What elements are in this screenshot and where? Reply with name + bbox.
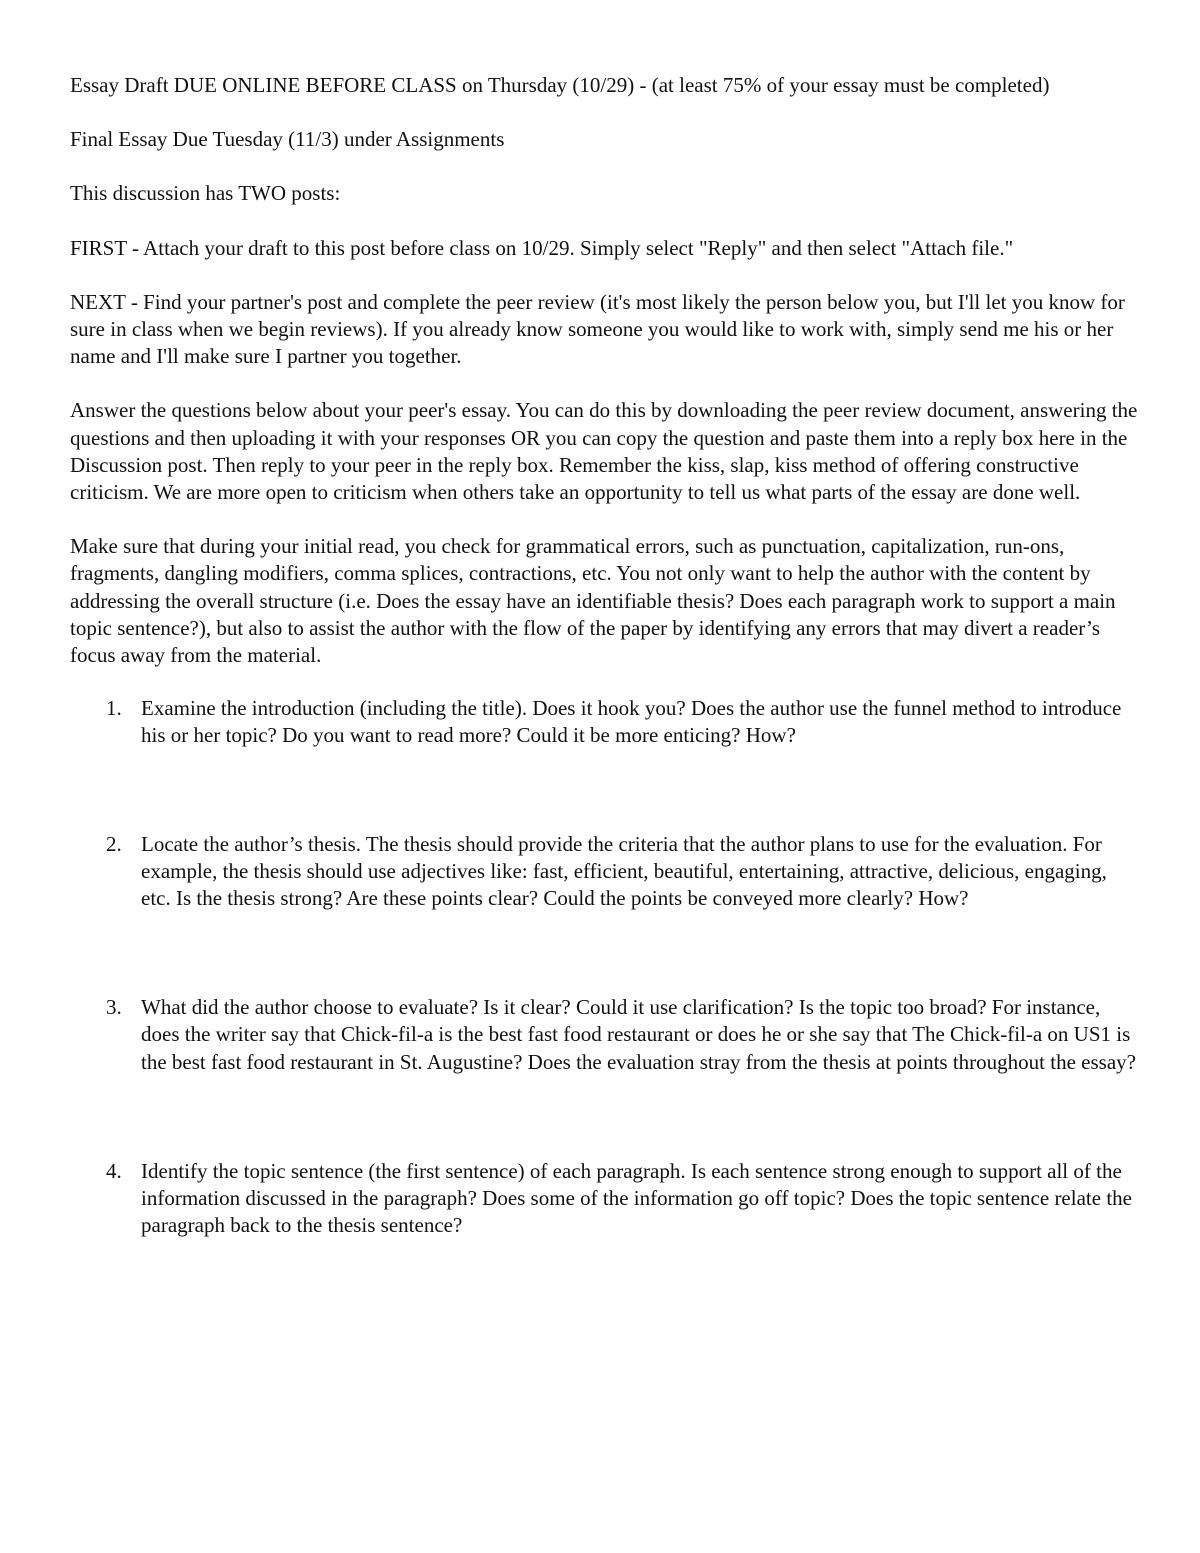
posts-intro-paragraph: This discussion has TWO posts:	[70, 181, 341, 206]
question-list	[70, 695, 1140, 1239]
document-page	[70, 72, 1140, 1239]
question-text: Locate the author’s thesis. The thesis should provide the criteria that the author plans to use for the evaluation. For example, the thesis should use adjectives like: fast, efficient, beautiful, entertaining, attractive, delicious, engaging, etc. Is the thesis strong? Are these points clear? Could the points be conveyed more clearly? How?	[141, 831, 1107, 911]
question-number: 4.	[106, 1158, 122, 1183]
first-post-paragraph: FIRST - Attach your draft to this post before class on 10/29. Simply select "Reply" and then select "Attach file."	[70, 235, 1014, 260]
question-item	[70, 831, 1140, 913]
question-item	[70, 695, 1140, 749]
question-text: What did the author choose to evaluate? Is it clear? Could it use clarification? Is the topic too broad? For instance, does the writer say that Chick-fil-a is the best fast food restaurant or does he or she say that The Chick-fil-a on US1 is the best fast food restaurant in St. Augustine? Does the evaluation stray from the thesis at points throughout the essay?	[141, 995, 1136, 1074]
next-post-paragraph: NEXT - Find your partner's post and complete the peer review (it's most likely the person below you, but I'll let you know for sure in class when we begin reviews). If you already know someone you would like to work with, simply send me his or her name and I'll make sure I partner you together.	[70, 289, 1125, 369]
grammar-paragraph: Make sure that during your initial read, you check for grammatical errors, such as punctuation, capitalization, run-ons, fragments, dangling modifiers, comma splices, contractions, etc. You not only want to help the author with the content by addressing the overall structure (i.e. Does the essay have an identifiable thesis? Does each paragraph work to support a main topic sentence?), but also to assist the author with the flow of the paper by identifying any errors that may divert a reader’s focus away from the material.	[70, 534, 1116, 668]
final-due-paragraph: Final Essay Due Tuesday (11/3) under Assignments	[70, 127, 505, 152]
question-item	[70, 1158, 1140, 1240]
question-text: Identify the topic sentence (the first sentence) of each paragraph. Is each sentence strong enough to support all of the information discussed in the paragraph? Does some of the information go off topic? Does the topic sentence relate the paragraph back to the thesis sentence?	[141, 1158, 1132, 1238]
question-number: 2.	[106, 831, 122, 856]
question-item	[70, 994, 1140, 1076]
draft-due-paragraph: Essay Draft DUE ONLINE BEFORE CLASS on Thursday (10/29) - (at least 75% of your essay must be completed)	[70, 73, 1050, 97]
question-number: 3.	[106, 995, 122, 1020]
question-number: 1.	[106, 696, 122, 721]
question-text: Examine the introduction (including the title). Does it hook you? Does the author use the funnel method to introduce his or her topic? Do you want to read more? Could it be more enticing? How?	[141, 696, 1122, 748]
instructions-paragraph: Answer the questions below about your peer's essay. You can do this by downloading the peer review document, answering the questions and then uploading it with your responses OR you can copy the question and paste them into a reply box here in the Discussion post. Then reply to your peer in the reply box. Remember the kiss, slap, kiss method of offering constructive criticism. We are more open to criticism when others take an opportunity to tell us what parts of the essay are done well.	[70, 398, 1138, 505]
